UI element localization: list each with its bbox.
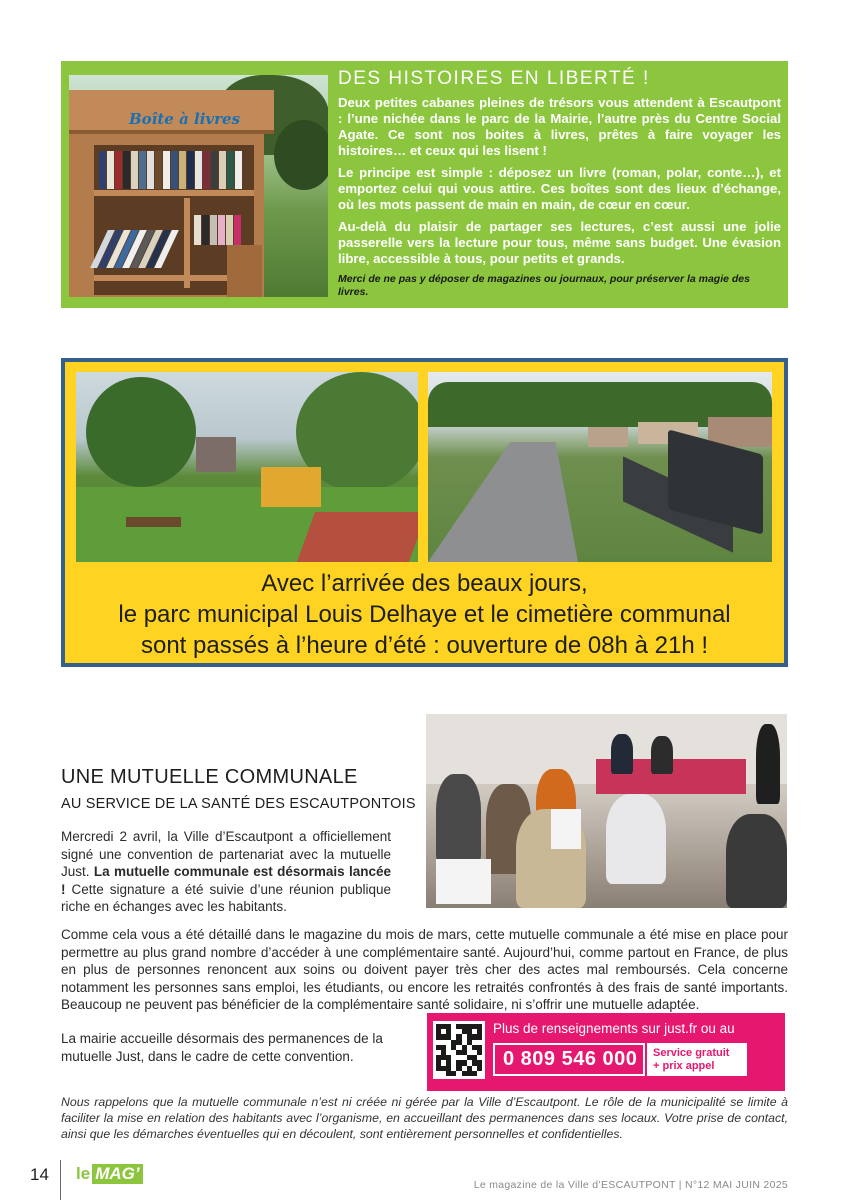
book-box-sign: Boîte à livres — [129, 110, 241, 128]
books-row — [194, 215, 242, 245]
paragraph-emphasis: La mutuelle communale est désormais lancée ! — [61, 864, 391, 897]
italic-note: Merci de ne pas y déposer de magazines ou journaux, pour préserver la magie des livres. — [338, 273, 750, 298]
photo-flyer — [436, 859, 491, 904]
photo-road — [428, 442, 578, 562]
qr-code-pattern — [436, 1024, 482, 1076]
photo-path — [297, 512, 418, 562]
book-shelf — [94, 190, 254, 196]
photo-flyer — [551, 809, 581, 849]
service-line: Service gratuit — [653, 1047, 730, 1059]
photo-picnic-table — [126, 517, 181, 527]
photo-person — [756, 724, 780, 804]
paragraph: La mairie accueille désormais des permanences de la mutuelle Just, dans le cadre de cette convention. — [61, 1031, 383, 1064]
book-box-post — [227, 245, 262, 297]
photo-tree — [274, 120, 328, 190]
paragraph — [61, 828, 391, 916]
cemetery-photo — [428, 372, 772, 562]
page-number: 14 — [30, 1165, 49, 1184]
phone-number[interactable]: 0 809 546 000 — [493, 1043, 645, 1076]
service-badge — [647, 1043, 747, 1076]
paragraph: Le principe est simple : déposez un livre (roman, polar, conte…), et emportez celui qui vous attire. Ces boîtes sont des lieux d’échange, où les mots passent de main en main, de cœur en cœur. — [338, 165, 781, 212]
photo-person — [651, 736, 673, 774]
meeting-photo — [426, 714, 787, 908]
paragraph: Au-delà du plaisir de partager ses lectures, c’est aussi une jolie passerelle vers la lecture pour tous, même sans budget. Une évasion libre, accessible à tous, pour petits et grands. — [338, 219, 781, 266]
disclaimer-note: Nous rappelons que la mutuelle communale n’est ni créée ni gérée par la Ville d’Escautpont. Le rôle de la municipalité se limite à faciliter la mise en relation des habitants avec l’organisme, en accueillant des permanences dans ses locaux. Votre prise de contact, ainsi que les démarches éventuelles qui en découlent, sont entièrement personnelles et confidentielles. — [61, 1095, 788, 1141]
section-title: DES HISTOIRES EN LIBERTÉ ! — [338, 68, 650, 89]
paragraph-text: Mercredi 2 avril, la Ville d’Escautpont a officiellement signé une convention de partenariat avec la mutuelle Just. — [61, 829, 391, 879]
book-box-divider — [184, 198, 190, 288]
book-box-photo — [69, 75, 328, 297]
park-photo — [76, 372, 418, 562]
paragraph: Comme cela vous a été détaillé dans le magazine du mois de mars, cette mutuelle communale a été mise en place pour permettre au plus grand nombre d’accéder à une complémentaire santé. Aujourd’hui, comme partout en France, de plus en plus de personnes renoncent aux soins ou doivent payer très cher des actes mal remboursés. Cela concerne notamment les personnes sans emploi, les étudiants, ou encore les retraités confrontés à des frais de santé importants. Beaucoup ne peuvent pas bénéficier de la complémentaire santé solidaire, ni s’offrir une mutuelle adaptée. — [61, 927, 788, 1012]
photo-person — [611, 734, 633, 774]
contact-label: Plus de renseignements sur just.fr ou au — [493, 1021, 735, 1036]
photo-tomb — [588, 427, 628, 447]
photo-playground — [261, 467, 321, 507]
qr-module — [477, 1071, 482, 1076]
magazine-logo — [76, 1164, 143, 1184]
photo-house — [196, 437, 236, 472]
footer-divider — [60, 1160, 61, 1200]
headline-line: le parc municipal Louis Delhaye et le cimetière communal — [118, 601, 731, 628]
photo-person — [436, 774, 481, 864]
photo-person — [606, 794, 666, 884]
contact-banner — [427, 1013, 785, 1091]
logo-mag: MAG’ — [92, 1164, 142, 1184]
section-subtitle: AU SERVICE DE LA SANTÉ DES ESCAUTPONTOIS — [61, 796, 416, 812]
service-line: + prix appel — [653, 1060, 715, 1072]
headline-line: Avec l’arrivée des beaux jours, — [261, 570, 588, 597]
photo-person — [726, 814, 787, 908]
section-title: UNE MUTUELLE COMMUNALE — [61, 766, 358, 788]
books-row — [99, 151, 243, 189]
magazine-info: Le magazine de la Ville d’ESCAUTPONT | N°12 MAI JUIN 2025 — [473, 1179, 788, 1191]
logo-le: le — [76, 1164, 91, 1183]
photo-tree — [86, 377, 196, 487]
paragraph-text: Cette signature a été suivie d’une réunion publique riche en échanges avec les habitants. — [61, 881, 391, 914]
summer-hours-headline — [66, 568, 783, 661]
qr-code-icon[interactable] — [433, 1021, 485, 1079]
headline-line: sont passés à l’heure d’été : ouverture de 08h à 21h ! — [140, 632, 709, 659]
paragraph: Deux petites cabanes pleines de trésors vous attendent à Escautpont : l’une nichée dans le parc de la Mairie, l’autre près du Centre Social Agate. Ce sont nos boites à livres, prêtes à faire voyager les histoires… et ceux qui les lisent ! — [338, 95, 781, 158]
book-box-article — [338, 68, 781, 299]
